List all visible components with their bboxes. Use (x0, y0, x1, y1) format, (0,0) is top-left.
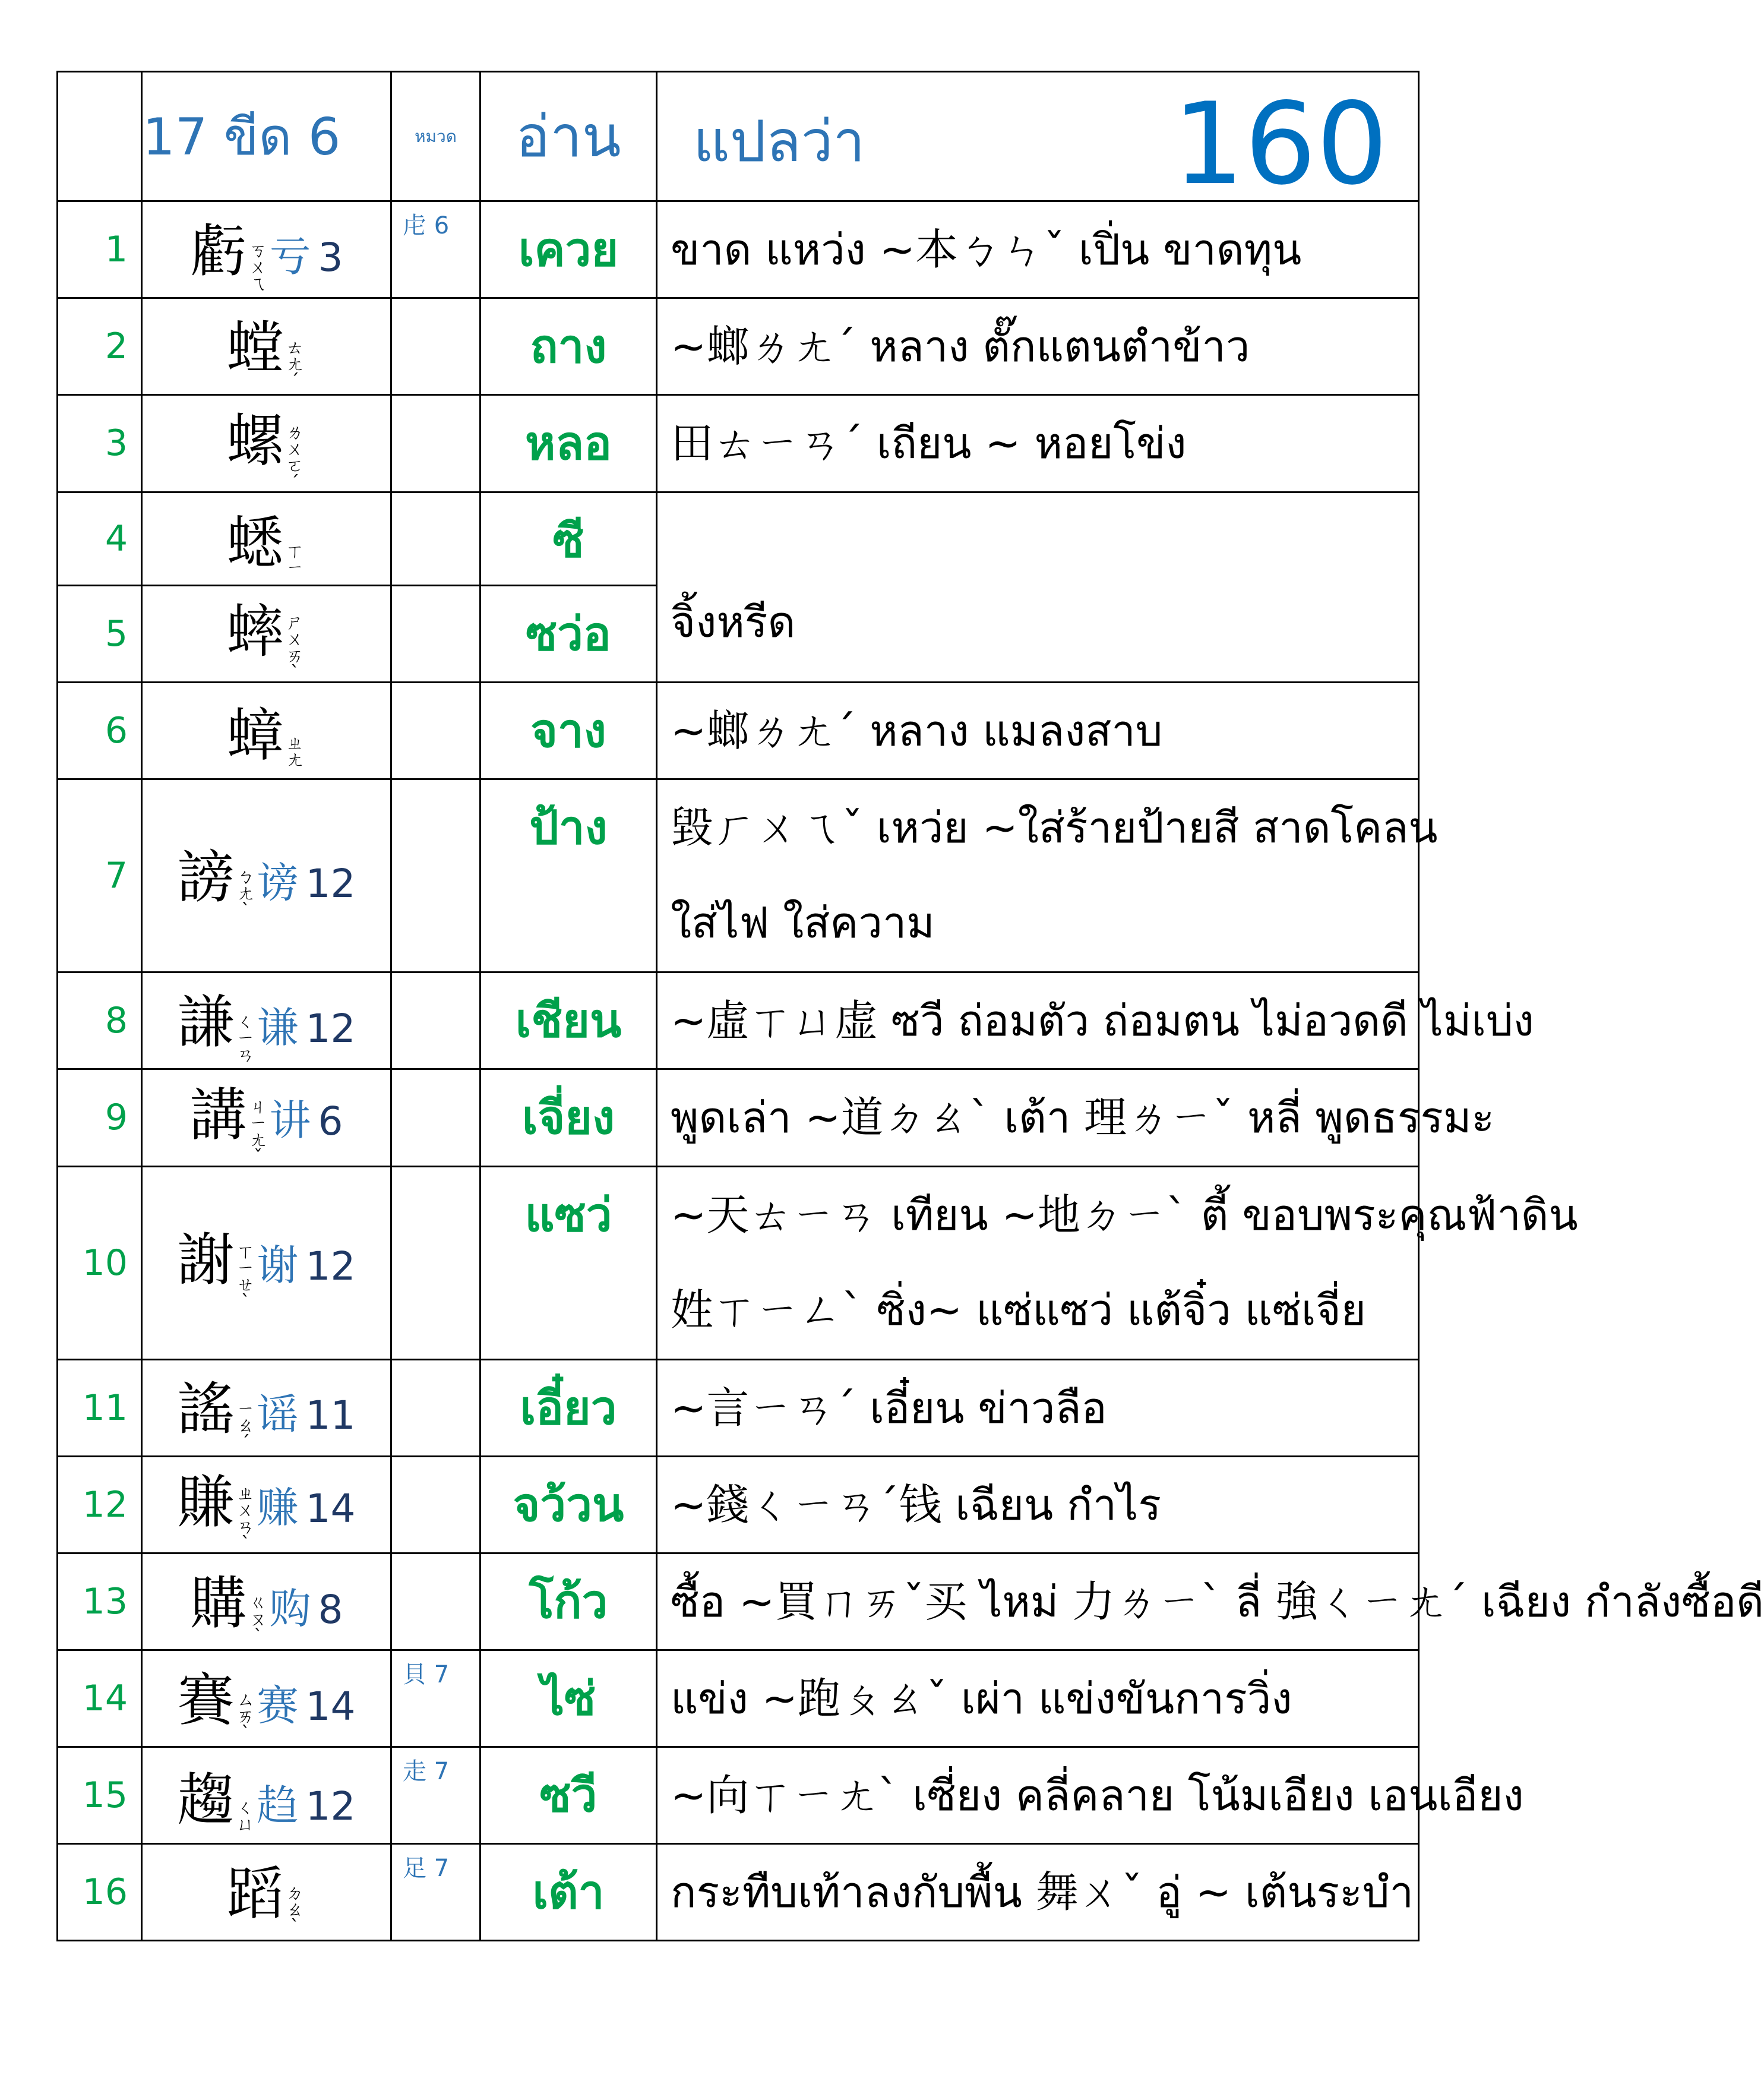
meaning-cell (657, 1650, 1419, 1747)
zhuyin-annotation: ㄊ ㄤ ˊ (286, 337, 304, 392)
row-number: 13 (58, 1553, 142, 1650)
reading-cell: ไซ่ (480, 1650, 657, 1747)
vocabulary-table (56, 71, 1764, 1941)
table-row (58, 779, 1419, 972)
meaning-cell (657, 1166, 1578, 1359)
radical-cell (391, 298, 480, 395)
meaning-line: ~螂ㄌㄤˊ หลาง แมลงสาบ (671, 706, 1163, 756)
stroke-count: 11 (305, 1393, 356, 1439)
simplified-character: 亏 (269, 232, 311, 281)
reading-cell: จาง (480, 683, 657, 779)
radical-cell: 足 7 (391, 1844, 480, 1941)
table-row (58, 298, 1419, 395)
stroke-count: 8 (318, 1586, 343, 1633)
meaning-cell (657, 1359, 1419, 1456)
simplified-character: 谢 (257, 1241, 299, 1290)
simplified-character: 讲 (269, 1096, 311, 1145)
meaning-line: ~天ㄊㄧㄢ เทียน ~地ㄉㄧˋ ตี้ ขอบพระคุณฟ้าดิน (671, 1189, 1578, 1240)
row-number: 3 (58, 395, 142, 492)
reading-cell: โก้ว (480, 1553, 657, 1650)
table-row (58, 1553, 1419, 1650)
stroke-count: 12 (305, 1783, 356, 1829)
stroke-count: 12 (305, 1005, 356, 1052)
character-cell (142, 1844, 391, 1941)
zhuyin-annotation: ㄓ ㄤ (286, 733, 304, 771)
traditional-character: 虧 (189, 217, 247, 285)
character-cell (142, 1166, 391, 1359)
meaning-line: ~錢ㄑㄧㄢˊ钱 เฉียน กำไร (671, 1479, 1162, 1530)
traditional-character: 蟀 (226, 598, 284, 665)
radical-cell (391, 395, 480, 492)
traditional-character: 賽 (177, 1666, 235, 1733)
row-number: 2 (58, 298, 142, 395)
meaning-cell (657, 683, 1419, 779)
character-cell (142, 201, 391, 298)
traditional-character: 謝 (177, 1227, 235, 1294)
row-number: 10 (58, 1166, 142, 1359)
meaning-line: 毀ㄏㄨㄟˇ เหว่ย ~ใส่ร้ายป้ายสี สาดโคลน (671, 803, 1438, 852)
reading-cell: หลอ (480, 395, 657, 492)
simplified-character: 趋 (257, 1780, 299, 1830)
traditional-character: 謠 (177, 1376, 235, 1443)
meaning-cell (657, 1456, 1419, 1553)
character-cell (142, 1553, 391, 1650)
meaning-cell (657, 972, 1534, 1069)
traditional-character: 趨 (177, 1766, 235, 1833)
row-number: 15 (58, 1747, 142, 1844)
radical-cell (391, 1166, 480, 1359)
traditional-character: 謙 (177, 989, 235, 1056)
meaning-line-2: 姓ㄒㄧㄥˋ ซิ่ง~ แซ่แซว่ แต้จิ๋ว แซ่เจี่ย (671, 1284, 1366, 1335)
character-cell (142, 779, 391, 972)
reading-cell: เควย (480, 201, 657, 298)
row-number: 1 (58, 201, 142, 298)
header-blank-cell (58, 72, 142, 201)
meaning-cell (657, 395, 1419, 492)
reading-cell: ซี (480, 492, 657, 585)
reading-cell: ถาง (480, 298, 657, 395)
row-number: 11 (58, 1359, 142, 1456)
traditional-character: 螺 (226, 408, 284, 474)
character-cell (142, 1747, 391, 1844)
traditional-character: 賺 (177, 1469, 235, 1536)
traditional-character: 購 (189, 1570, 247, 1637)
reading-cell: ป้าง (480, 779, 657, 972)
meaning-cell (657, 779, 1438, 972)
reading-cell: เต้า (480, 1844, 657, 1941)
radical-cell (391, 779, 480, 972)
character-cell (142, 1359, 391, 1456)
table-row (58, 1166, 1419, 1359)
table-row (58, 683, 1419, 779)
meaning-cell (657, 1747, 1524, 1844)
meaning-cell (657, 1844, 1419, 1941)
stroke-count: 14 (305, 1485, 356, 1532)
stroke-count-label: 17 ขีด 6 (142, 72, 391, 201)
character-cell (142, 492, 391, 585)
character-cell (142, 1456, 391, 1553)
traditional-character: 螳 (226, 314, 284, 381)
meaning-line: ~言ㄧㄢˊ เอี๋ยน ข่าวลือ (671, 1382, 1107, 1433)
radical-cell (391, 1553, 480, 1650)
meaning-line: 田ㄊㄧㄢˊ เถียน ~ หอยโข่ง (671, 418, 1187, 469)
zhuyin-annotation: ㄐ ㄧ ㄤ ˇ (249, 1096, 267, 1167)
traditional-character: 蟋 (226, 510, 284, 576)
meaning-line: พูดเล่า ~道ㄉㄠˋ เต้า 理ㄌㄧˇ หลี่ พูดธรรมะ (671, 1092, 1495, 1143)
row-number: 8 (58, 972, 142, 1069)
meaning-line: ซื้อ ~買ㄇㄞˇ买 ไหม่ 力ㄌㄧˋ ลี่ 強ㄑㄧㄤˊ เฉียง กำลังซื้อดี (671, 1577, 1764, 1627)
table-row (58, 972, 1419, 1069)
meaning-line-2: ใส่ไฟ ใส่ความ (671, 898, 935, 948)
radical-cell: 走 7 (391, 1747, 480, 1844)
row-number: 14 (58, 1650, 142, 1747)
meaning-cell (657, 201, 1419, 298)
table-row (58, 395, 1419, 492)
character-cell (142, 585, 391, 683)
simplified-character: 赛 (257, 1681, 299, 1730)
reading-cell: เชียน (480, 972, 657, 1069)
table-row (58, 1359, 1419, 1456)
table-body (58, 201, 1764, 1941)
zhuyin-annotation: ㄉ ㄠ ˋ (286, 1883, 304, 1938)
meaning-cell (657, 1553, 1764, 1650)
reading-cell: ซวี (480, 1747, 657, 1844)
table-row (58, 1456, 1419, 1553)
reading-cell: จว้วน (480, 1456, 657, 1553)
meaning-line: ~虛ㄒㄩ虚 ซวี ถ่อมตัว ถ่อมตน ไม่อวดดี ไม่เบ่ง (671, 996, 1534, 1046)
table-row (58, 1650, 1419, 1747)
table-row (58, 1747, 1419, 1844)
meaning-line: กระทืบเท้าลงกับพื้น 舞ㄨˇ อู่ ~ เต้นระบำ (671, 1867, 1414, 1917)
radical-cell (391, 492, 480, 585)
row-number: 9 (58, 1069, 142, 1167)
traditional-character: 蹈 (226, 1860, 284, 1927)
reading-column-label: อ่าน (480, 72, 657, 201)
radical-cell (391, 683, 480, 779)
traditional-character: 蟑 (226, 702, 284, 769)
character-cell (142, 1069, 391, 1167)
zhuyin-annotation: ㄓ ㄨ ㄢ ˋ (236, 1483, 255, 1554)
reading-cell: เจี่ยง (480, 1069, 657, 1167)
zhuyin-annotation: ㄒ ㄧ ㄝ ˋ (236, 1241, 255, 1312)
meaning-line: แข่ง ~跑ㄆㄠˇ เผ่า แข่งขันการวิ่ง (671, 1673, 1292, 1723)
radical-cell: 虍 6 (391, 201, 480, 298)
radical-column-label: หมวด (391, 72, 480, 201)
row-number: 6 (58, 683, 142, 779)
radical-cell (391, 1359, 480, 1456)
stroke-count: 3 (318, 234, 343, 280)
simplified-character: 谤 (257, 858, 299, 907)
meaning-cell (657, 298, 1419, 395)
zhuyin-annotation: ㄍ ㄡ ˋ (249, 1593, 267, 1647)
stroke-count: 14 (305, 1683, 356, 1729)
meaning-line: ~螂ㄌㄤˊ หลาง ตั๊กแตนตำข้าว (671, 321, 1250, 371)
traditional-character: 謗 (177, 844, 235, 911)
meaning-line: ~向ㄒㄧㄤˋ เซี่ยง คลี่คลาย โน้มเอียง เอนเอียง (671, 1770, 1524, 1820)
table-row (58, 1844, 1419, 1941)
meaning-column-label: แปลว่า (693, 108, 865, 175)
stroke-count: 12 (305, 860, 356, 907)
character-cell (142, 395, 391, 492)
meaning-line: ขาด แหว่ง ~本ㄅㄣˇ เปิ่น ขาดทุน (671, 225, 1302, 274)
header-row (58, 72, 1419, 201)
row-number: 5 (58, 585, 142, 683)
page-number: 160 (1172, 78, 1388, 210)
row-number: 16 (58, 1844, 142, 1941)
table-row (58, 201, 1419, 298)
row-number: 4 (58, 492, 142, 585)
traditional-character: 講 (189, 1082, 247, 1148)
zhuyin-annotation: ㄅ ㄤ ˋ (236, 867, 255, 921)
row-number: 12 (58, 1456, 142, 1553)
table-row (58, 1069, 1419, 1167)
radical-cell (391, 1456, 480, 1553)
radical-cell (391, 1069, 480, 1167)
zhuyin-annotation: ㄒ ㄧ (286, 541, 304, 579)
meaning-header-cell (657, 72, 1419, 210)
zhuyin-annotation: ㄧ ㄠ ˊ (236, 1398, 255, 1453)
reading-cell: ซว่อ (480, 585, 657, 683)
reading-cell: แซว่ (480, 1166, 657, 1359)
zhuyin-annotation: ㄌ ㄨ ㄛ ˊ (286, 422, 304, 493)
simplified-character: 谦 (257, 1003, 299, 1052)
table-row (58, 492, 1419, 585)
stroke-count: 6 (318, 1098, 343, 1144)
row-number: 7 (58, 779, 142, 972)
zhuyin-annotation: ㄑ ㄩ (236, 1798, 255, 1835)
reading-cell: เอี๋ยว (480, 1359, 657, 1456)
zhuyin-annotation: ㄑ ㄧ ㄢ (236, 1012, 255, 1066)
character-cell (142, 298, 391, 395)
simplified-character: 谣 (257, 1390, 299, 1439)
zhuyin-annotation: ㄕ ㄨ ㄞ ˋ (286, 612, 304, 683)
character-cell (142, 683, 391, 779)
character-cell (142, 972, 391, 1069)
stroke-count: 12 (305, 1243, 356, 1290)
radical-cell (391, 585, 480, 683)
character-cell (142, 1650, 391, 1747)
simplified-character: 赚 (257, 1483, 299, 1532)
meaning-cell (657, 1069, 1495, 1167)
radical-cell (391, 972, 480, 1069)
radical-cell: 貝 7 (391, 1650, 480, 1747)
meaning-cell: จิ้งหรีด (657, 492, 1419, 683)
zhuyin-annotation: ㄙ ㄞ ˋ (236, 1690, 255, 1744)
zhuyin-annotation: ㄎ ㄨ ㄟ (249, 241, 267, 295)
simplified-character: 购 (269, 1584, 311, 1633)
